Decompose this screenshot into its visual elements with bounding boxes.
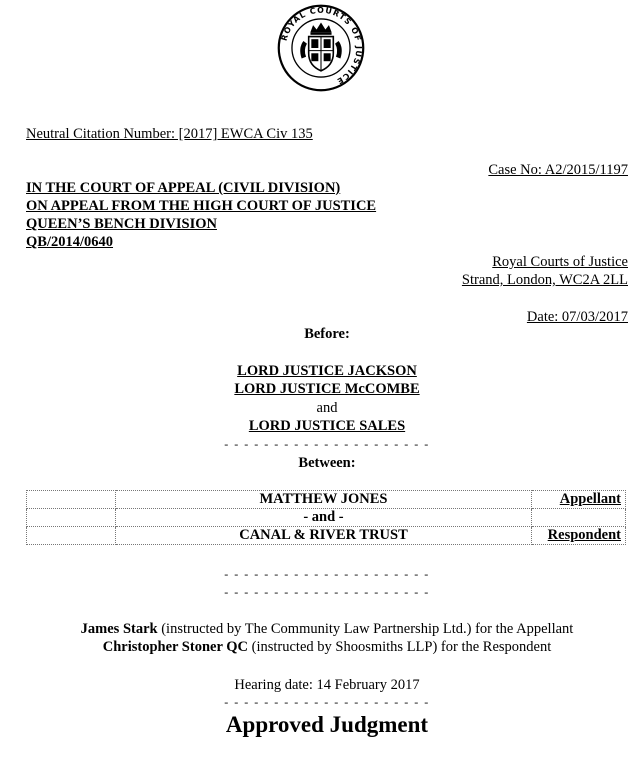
and-separator: - and -	[116, 509, 532, 527]
venue-line: Royal Courts of Justice	[492, 254, 628, 270]
separator-line: - - - - - - - - - - - - - - - - - - - - -	[224, 437, 430, 451]
between-label: Between:	[298, 455, 356, 471]
counsel-line	[0, 639, 640, 656]
venue-address: Strand, London, WC2A 2LL	[461, 272, 628, 288]
judgment-date: Date: 07/03/2017	[526, 309, 628, 325]
separator-line: - - - - - - - - - - - - - - - - - - - - -	[224, 695, 430, 709]
appellant-role: Appellant	[532, 491, 626, 509]
court-line: ON APPEAL FROM THE HIGH COURT OF JUSTICE	[26, 198, 377, 214]
table-row	[27, 491, 626, 509]
counsel-name: James Stark	[80, 621, 158, 637]
table-row	[27, 527, 626, 545]
judgment-title: Approved Judgment	[225, 712, 429, 737]
court-line: QUEEN’S BENCH DIVISION	[26, 216, 217, 232]
separator-line: - - - - - - - - - - - - - - - - - - - - -	[224, 585, 430, 599]
counsel-detail: (instructed by The Community Law Partnership Ltd.) for the Appellant	[157, 621, 574, 637]
counsel-detail: (instructed by Shoosmiths LLP) for the Respondent	[248, 639, 552, 655]
separator-line: - - - - - - - - - - - - - - - - - - - - -	[224, 567, 430, 581]
appellant-name: MATTHEW JONES	[116, 491, 532, 509]
court-line: IN THE COURT OF APPEAL (CIVIL DIVISION)	[26, 180, 341, 196]
case-number: Case No: A2/2015/1197	[488, 162, 628, 178]
judge-name: LORD JUSTICE JACKSON	[237, 363, 417, 379]
seal-ring-text: ROYAL COURTS OF JUSTICE	[279, 5, 364, 87]
judge-name: LORD JUSTICE McCOMBE	[234, 381, 420, 397]
counsel-line	[0, 621, 640, 638]
royal-courts-seal-icon	[277, 4, 365, 92]
respondent-name: CANAL & RIVER TRUST	[116, 527, 532, 545]
parties-table	[26, 490, 626, 545]
table-row	[27, 509, 626, 527]
counsel-name: Christopher Stoner QC	[102, 639, 248, 655]
before-label: Before:	[304, 326, 350, 342]
and-text: and	[316, 400, 338, 416]
neutral-citation: Neutral Citation Number: [2017] EWCA Civ 135	[26, 126, 313, 142]
hearing-date: Hearing date: 14 February 2017	[234, 677, 420, 693]
court-file-number: QB/2014/0640	[26, 234, 114, 250]
respondent-role: Respondent	[532, 527, 626, 545]
judge-name: LORD JUSTICE SALES	[248, 418, 406, 434]
